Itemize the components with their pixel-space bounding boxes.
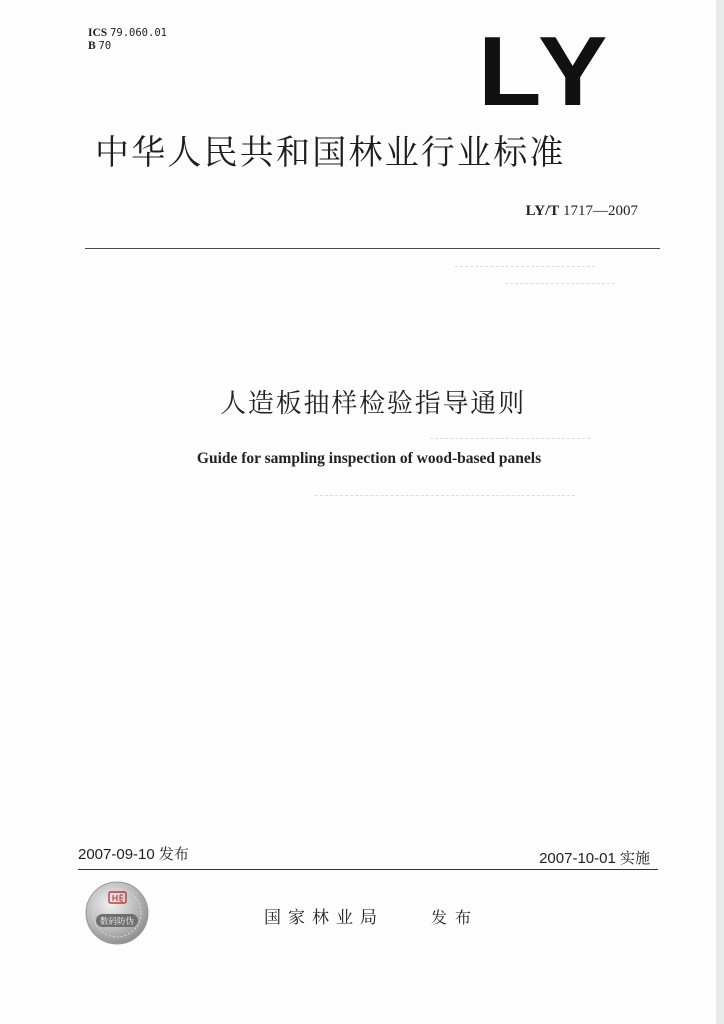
- implementation-date-label: 实施: [619, 850, 650, 867]
- standard-category-title: 中华人民共和国林业行业标准: [95, 133, 566, 173]
- header-divider: [85, 248, 660, 249]
- bleed-through-line: [430, 438, 590, 439]
- ccs-code: B 70: [88, 40, 112, 52]
- classification-codes: [88, 27, 167, 53]
- seal-text: 数码防伪: [99, 917, 135, 927]
- issue-date-value: 2007-09-10: [78, 846, 155, 863]
- issue-date: [78, 843, 189, 864]
- bleed-through-line: [505, 283, 615, 284]
- issuer-publish-label: 发布: [431, 908, 480, 927]
- standard-code-prefix: LY/T: [525, 203, 560, 219]
- issue-date-label: 发布: [158, 846, 189, 863]
- implementation-date: [539, 847, 650, 868]
- document-title-english: Guide for sampling inspection of wood-based panels: [196, 450, 542, 467]
- document-title-chinese: 人造板抽样检验指导通则: [220, 389, 526, 419]
- anti-counterfeit-seal-icon: [84, 880, 150, 946]
- implementation-date-value: 2007-10-01: [539, 850, 616, 867]
- standard-code-number: 1717—2007: [563, 203, 638, 219]
- issuing-authority: 国家林业局: [264, 908, 384, 928]
- bleed-through-line: [315, 495, 575, 496]
- ics-code: ICS 79.060.01: [88, 27, 167, 39]
- footer-divider: [78, 869, 658, 870]
- standard-code: [526, 203, 638, 220]
- bleed-through-line: [455, 266, 595, 267]
- ly-logo: LY: [478, 16, 614, 127]
